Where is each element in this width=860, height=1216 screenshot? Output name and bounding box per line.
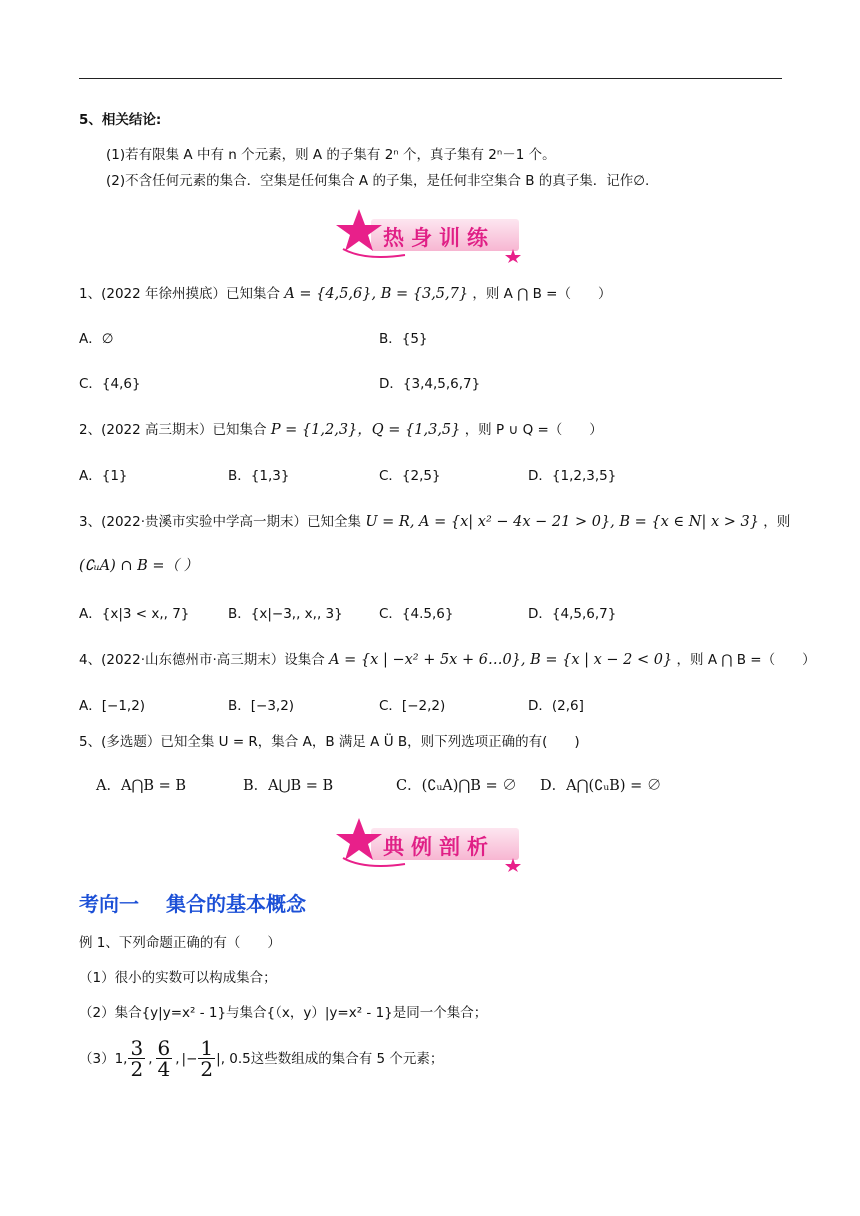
q5-option-d: D．A⋂(∁ᵤB) = ∅: [540, 778, 662, 794]
conclusion-heading: 5、相关结论:: [79, 112, 162, 128]
q5-option-a: A．A⋂B = B: [96, 778, 187, 794]
fraction-numerator: 1: [200, 1036, 214, 1060]
q4-option-c: C．[−2,2): [379, 698, 446, 714]
fraction-numerator: 6: [157, 1036, 171, 1060]
q1-stem-text: 1、(2022 年徐州摸底）已知集合: [79, 286, 281, 302]
q3-option-c: C．{4.5,6}: [379, 606, 454, 622]
item3-suffix: |, 0.5这些数组成的集合有 5 个元素；: [216, 1050, 444, 1067]
fraction-3-2: [128, 1038, 145, 1079]
abs-prefix: |−: [181, 1050, 198, 1067]
warmup-banner: [335, 205, 525, 263]
q4-math: A = {x | −x² + 5x + 6…0}, B = {x | x − 2 < 0}: [329, 652, 673, 668]
q5-option-b: B．A⋃B = B: [243, 778, 334, 794]
conclusion-line-2: (2)不含任何元素的集合．空集是任何集合 A 的子集，是任何非空集合 B 的真子集．记作∅.: [106, 173, 650, 189]
fraction-1-2: [198, 1038, 215, 1079]
q3-math: U = R, A = {x| x² − 4x − 21 > 0}, B = {x ∈ N| x > 3}: [365, 514, 759, 530]
example-1-item-3: [79, 1038, 443, 1079]
q3-option-a: A．{x|3 < x,, 7}: [79, 606, 190, 622]
q1-math: A = {4,5,6}, B = {3,5,7}: [284, 286, 469, 302]
q1-option-c: C．{4,6}: [79, 376, 141, 392]
examples-banner: [335, 814, 525, 872]
header-rule: [79, 78, 782, 79]
q1-option-a: A．∅: [79, 331, 114, 347]
question-3-stem: [79, 513, 790, 531]
question-5-stem: 5、(多选题）已知全集 U = R，集合 A，B 满足 A Ü B，则下列选项正确的有( ): [79, 734, 580, 750]
q4-stem-text: 4、(2022·山东德州市·高三期末）设集合: [79, 652, 325, 668]
q4-option-d: D．(2,6]: [528, 698, 584, 714]
q4-tail: ，则 A ⋂ B =（ ）: [676, 652, 816, 668]
q2-tail: ，则 P ∪ Q =（ ）: [464, 422, 603, 438]
banner-label: 典例剖析: [383, 834, 495, 859]
fraction-denominator: 2: [200, 1057, 214, 1081]
q2-stem-text: 2、(2022 高三期末）已知集合: [79, 422, 267, 438]
q3-tail: ，则: [763, 514, 791, 530]
fraction-numerator: 3: [130, 1036, 144, 1060]
q1-option-d: D．{3,4,5,6,7}: [379, 376, 481, 392]
section-heading: 考向一 集合的基本概念: [79, 892, 306, 916]
q2-math: P = {1,2,3}，Q = {1,3,5}: [270, 422, 461, 438]
q3-option-b: B．{x|−3,, x,, 3}: [228, 606, 343, 622]
q5-option-c: C．(∁ᵤA)⋂B = ∅: [396, 778, 517, 794]
item3-prefix: （3）1,: [79, 1050, 128, 1067]
conclusion-line-1: (1)若有限集 A 中有 n 个元素，则 A 的子集有 2ⁿ 个，真子集有 2ⁿ－1 个。: [106, 147, 556, 163]
q2-option-b: B．{1,3}: [228, 468, 290, 484]
q1-tail: ，则 A ⋂ B =（ ）: [472, 286, 612, 302]
q1-option-b: B．{5}: [379, 331, 428, 347]
q3-line-2: (∁ᵤA) ∩ B =（ ）: [79, 558, 199, 574]
comma: ,: [175, 1050, 180, 1067]
example-1-item-1: （1）很小的实数可以构成集合；: [79, 970, 277, 986]
fraction-denominator: 4: [157, 1057, 171, 1081]
fraction-6-4: [156, 1038, 173, 1079]
banner-label: 热身训练: [383, 225, 495, 250]
example-1-item-2: （2）集合{y|y=x² - 1}与集合{（x，y）|y=x² - 1}是同一个集合；: [79, 1005, 488, 1021]
q3-option-d: D．{4,5,6,7}: [528, 606, 617, 622]
q2-option-a: A．{1}: [79, 468, 128, 484]
example-1-stem: 例 1、下列命题正确的有（ ）: [79, 935, 281, 951]
comma: ,: [148, 1050, 153, 1067]
q4-option-b: B．[−3,2): [228, 698, 295, 714]
question-4-stem: [79, 651, 816, 669]
q4-option-a: A．[−1,2): [79, 698, 146, 714]
q3-stem-text: 3、(2022·贵溪市实验中学高一期末）已知全集: [79, 514, 362, 530]
q2-option-c: C．{2,5}: [379, 468, 441, 484]
question-2-stem: [79, 421, 603, 439]
question-1-stem: [79, 285, 611, 303]
fraction-denominator: 2: [130, 1057, 144, 1081]
q2-option-d: D．{1,2,3,5}: [528, 468, 617, 484]
